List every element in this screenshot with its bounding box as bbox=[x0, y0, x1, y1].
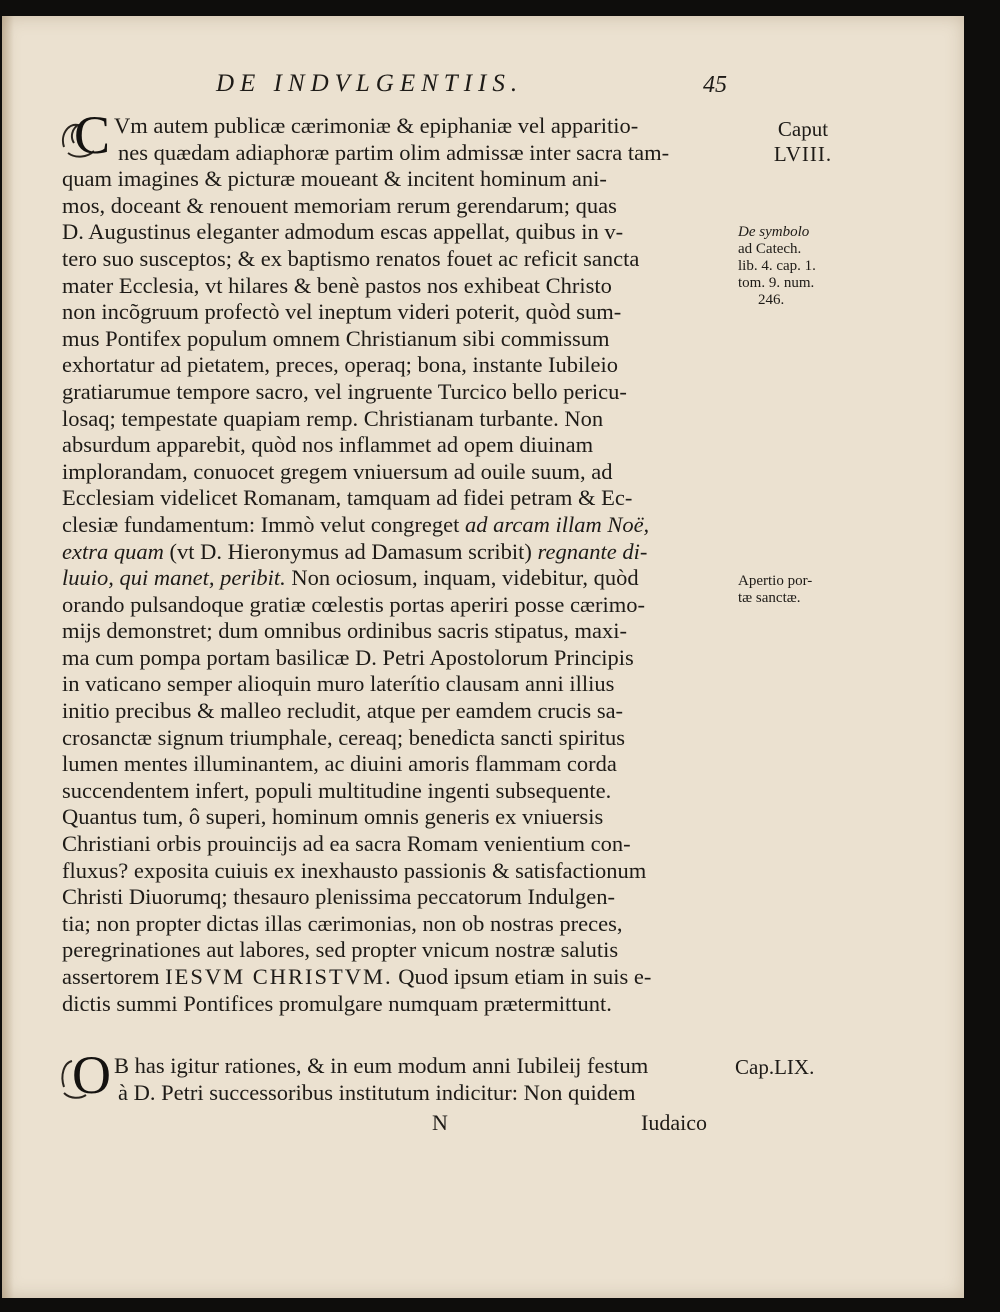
text-line: D. Augustinus eleganter admodum escas appellat, quibus in v- bbox=[62, 219, 624, 245]
text-line: tia; non propter dictas illas cærimonias, non ob nostras preces, bbox=[62, 910, 623, 936]
text-line: C Vm autem publicæ cærimoniæ & epiphaniæ vel apparitio- bbox=[62, 113, 730, 140]
italic-quote: luuio, qui manet, peribit. bbox=[62, 565, 286, 591]
text-line: fluxus? exposita cuiuis ex inexhausto passionis & satisfactionum bbox=[62, 857, 647, 883]
text-line: peregrinationes aut labores, sed propter vnicum nostræ salutis bbox=[62, 937, 619, 963]
text-line: Quantus tum, ô superi, hominum omnis generis ex vniuersis bbox=[62, 804, 604, 830]
text-line: dictis summi Pontifices promulgare numquam prætermittunt. bbox=[62, 990, 612, 1016]
second-paragraph bbox=[62, 1045, 730, 1106]
italic-quote: regnante di- bbox=[537, 538, 648, 564]
text-line: orando pulsandoque gratiæ cœlestis portas aperiri posse cærimo- bbox=[62, 591, 645, 617]
text-line: gratiarumue tempore sacro, vel ingruente Turcico bello pericu- bbox=[62, 378, 627, 404]
text-line: extra quam (vt D. Hieronymus ad Damasum scribit) regnante di- bbox=[62, 538, 648, 564]
text-line: mater Ecclesia, vt hilares & benè pastos nos exhibeat Christo bbox=[62, 272, 612, 298]
page-number: 45 bbox=[703, 72, 727, 98]
text-line: à D. Petri successoribus institutum indicitur: Non quidem bbox=[118, 1079, 636, 1105]
text-line: Christiani orbis prouincijs ad ea sacra Romam venientium con- bbox=[62, 831, 631, 857]
running-title: DE INDVLGENTIIS. bbox=[216, 70, 524, 97]
text-line: mos, doceant & renouent memoriam rerum gerendarum; quas bbox=[62, 192, 617, 218]
text-line: O B has igitur rationes, & in eum modum anni Iubileij festum bbox=[62, 1053, 730, 1080]
text-line: clesiæ fundamentum: Immò velut congreget ad arcam illam Noë, bbox=[62, 511, 650, 537]
main-paragraph bbox=[62, 105, 730, 1017]
drop-cap-letter: C bbox=[74, 105, 111, 165]
text-line: exhortatur ad pietatem, preces, operaq; bona, instante Iubileio bbox=[62, 352, 619, 378]
text-line: mus Pontifex populum omnem Christianum sibi commissum bbox=[62, 325, 610, 351]
margin-citation: De symbolo ad Catech. lib. 4. cap. 1. tom. 9. num. 246. bbox=[738, 224, 816, 308]
text-line: in vaticano semper alioquin muro laterítio clausam anni illius bbox=[62, 671, 615, 697]
text-line: implorandam, conuocet gregem vniuersum ad ouile suum, ad bbox=[62, 458, 613, 484]
page-gutter-shadow bbox=[2, 16, 14, 1298]
text-line: lumen mentes illuminantem, ac diuini amoris flammam corda bbox=[62, 751, 617, 777]
drop-cap-o bbox=[62, 1045, 114, 1105]
italic-quote: ad arcam illam Noë, bbox=[465, 511, 650, 537]
drop-cap-letter: O bbox=[72, 1045, 111, 1105]
text-line: absurdum apparebit, quòd nos inflammet ad opem diuinam bbox=[62, 432, 594, 458]
text-line: assertorem IESVM CHRISTVM. Quod ipsum etiam in suis e- bbox=[62, 964, 652, 989]
drop-cap-c bbox=[62, 105, 114, 165]
text-line: quam imagines & picturæ moueant & incitent hominum ani- bbox=[62, 166, 607, 192]
text-line: non incõgruum profectò vel ineptum videri poterit, quòd sum- bbox=[62, 299, 622, 325]
text-line: Ecclesiam videlicet Romanam, tamquam ad fidei petram & Ec- bbox=[62, 485, 633, 511]
signature-mark: N bbox=[432, 1110, 448, 1135]
margin-chapter-heading: Caput LVIII. bbox=[773, 117, 833, 166]
text-line: nes quædam adiaphoræ partim olim admissæ inter sacra tam- bbox=[118, 139, 670, 165]
text-line: crosanctæ signum triumphale, cereaq; benedicta sancti spiritus bbox=[62, 724, 625, 750]
text-line: ma cum pompa portam basilicæ D. Petri Apostolorum Principis bbox=[62, 644, 634, 670]
text-line: tero suo susceptos; & ex baptismo renatos fouet ac reficit sancta bbox=[62, 245, 640, 271]
text-line: luuio, qui manet, peribit. Non ociosum, inquam, videbitur, quòd bbox=[62, 565, 639, 591]
text-line: losaq; tempestate quapiam remp. Christianam turbante. Non bbox=[62, 405, 604, 431]
margin-chapter-heading-2: Cap.LIX. bbox=[735, 1055, 815, 1079]
text-line: Christi Diuorumq; thesauro plenissima peccatorum Indulgen- bbox=[62, 884, 616, 910]
small-caps-name: IESVM CHRISTVM. bbox=[165, 964, 393, 989]
margin-note-apertio: Apertio por- tæ sanctæ. bbox=[738, 573, 813, 606]
italic-quote: extra quam bbox=[62, 538, 164, 564]
text-line: succendentem infert, populi multitudine ingenti subsequente. bbox=[62, 777, 612, 803]
catchword: Iudaico bbox=[641, 1110, 707, 1135]
text-line: mijs demonstret; dum omnibus ordinibus sacris stipatus, maxi- bbox=[62, 618, 627, 644]
text-line: initio precibus & malleo recludit, atque per eamdem crucis sa- bbox=[62, 698, 624, 724]
